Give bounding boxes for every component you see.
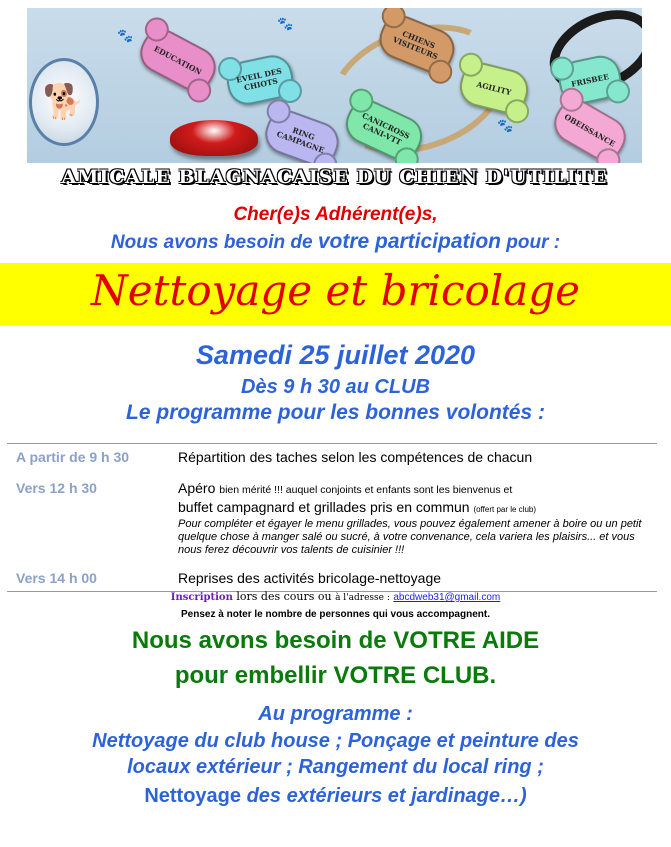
schedule-table	[7, 443, 657, 592]
inscription-line	[0, 590, 671, 603]
inscription-text: à l'adresse :	[335, 593, 390, 603]
schedule-desc	[178, 480, 648, 557]
program-line-2: locaux extérieur ; Rangement du local ring ;	[127, 756, 544, 778]
schedule-desc-part: (offert par le club)	[473, 505, 537, 514]
schedule-time: Vers 14 h 00	[16, 570, 97, 586]
program-line-1: Nettoyage du club house ; Ponçage et peinture des	[92, 730, 579, 752]
program-line-3-italic: des extérieurs et jardinage…)	[246, 785, 527, 807]
program-line-3-upright: Nettoyage	[144, 785, 247, 807]
bone-tag-agility: AGILITY	[456, 58, 533, 117]
paw-print-icon: 🐾	[117, 28, 134, 43]
schedule-desc-part: Apéro	[178, 480, 220, 496]
bone-tag-obeissance: OBEISSANCE	[547, 92, 633, 163]
schedule-desc-italic: Pour compléter et égayer le menu grillades, vous pouvez également amener à boire ou un petit quelque chose à manger salé ou sucré, à votre convenance, cela variera les plaisirs... et vous nous ferez découvrir vos talents de cuisinier !!!	[178, 518, 642, 556]
inscription-label: Inscription	[170, 592, 233, 603]
german-shepherd-icon: 🐕	[29, 58, 99, 146]
bone-tag-canicross: CANICROSS CANI-VTT	[339, 94, 428, 163]
participation-pre: Nous avons besoin de	[110, 232, 318, 253]
bone-tag-chiens-visiteurs: CHIENS VISITEURS	[374, 9, 461, 78]
paw-print-icon: 🐾	[497, 118, 514, 133]
call-line-2: pour embellir VOTRE CLUB.	[174, 662, 497, 689]
participation-line	[0, 230, 671, 254]
header-banner	[27, 8, 642, 163]
schedule-desc-part: bien mérité !!!	[219, 484, 283, 496]
dog-bowl-icon	[170, 120, 258, 156]
participation-post: pour :	[501, 232, 561, 253]
schedule-desc-part: auquel conjoints et enfants sont les bienvenus et	[282, 484, 513, 496]
event-time: Dès 9 h 30 au CLUB	[241, 376, 430, 398]
inscription-text: lors des cours ou	[232, 590, 336, 603]
event-date: Samedi 25 juillet 2020	[195, 340, 476, 370]
email-link[interactable]: abcdweb31@gmail.com	[393, 592, 501, 603]
bone-tag-education: EDUCATION	[133, 22, 223, 97]
schedule-desc-part: buffet campagnard et grillades pris en commun	[178, 499, 474, 515]
schedule-desc: Répartition des taches selon les compétences de chacun	[178, 449, 533, 465]
greeting-line: Cher(e)s Adhérent(e)s,	[233, 204, 438, 225]
schedule-time: A partir de 9 h 30	[16, 449, 130, 465]
program-heading: Au programme :	[258, 703, 413, 725]
schedule-time: Vers 12 h 30	[16, 480, 97, 496]
club-name: AMICALE BLAGNACAISE DU CHIEN D'UTILITE	[61, 166, 608, 188]
paw-print-icon: 🐾	[277, 16, 294, 31]
call-line-1: Nous avons besoin de VOTRE AIDE	[131, 627, 540, 654]
program-line-3	[0, 785, 671, 808]
participation-bold: votre participation	[317, 230, 502, 253]
bone-tag-ring-campagne: RING CAMPAGNE	[260, 105, 345, 163]
note-line: Pensez à noter le nombre de personnes qui vous accompagnent.	[181, 609, 490, 620]
schedule-desc: Reprises des activités bricolage-nettoyage	[178, 570, 442, 586]
program-intro: Le programme pour les bonnes volontés :	[126, 401, 545, 424]
bone-tag-eveil-chiots: EVEIL DES CHIOTS	[223, 52, 297, 109]
event-title: Nettoyage et bricolage	[90, 266, 580, 315]
bone-tag-frisbee: FRISBEE	[555, 52, 625, 108]
